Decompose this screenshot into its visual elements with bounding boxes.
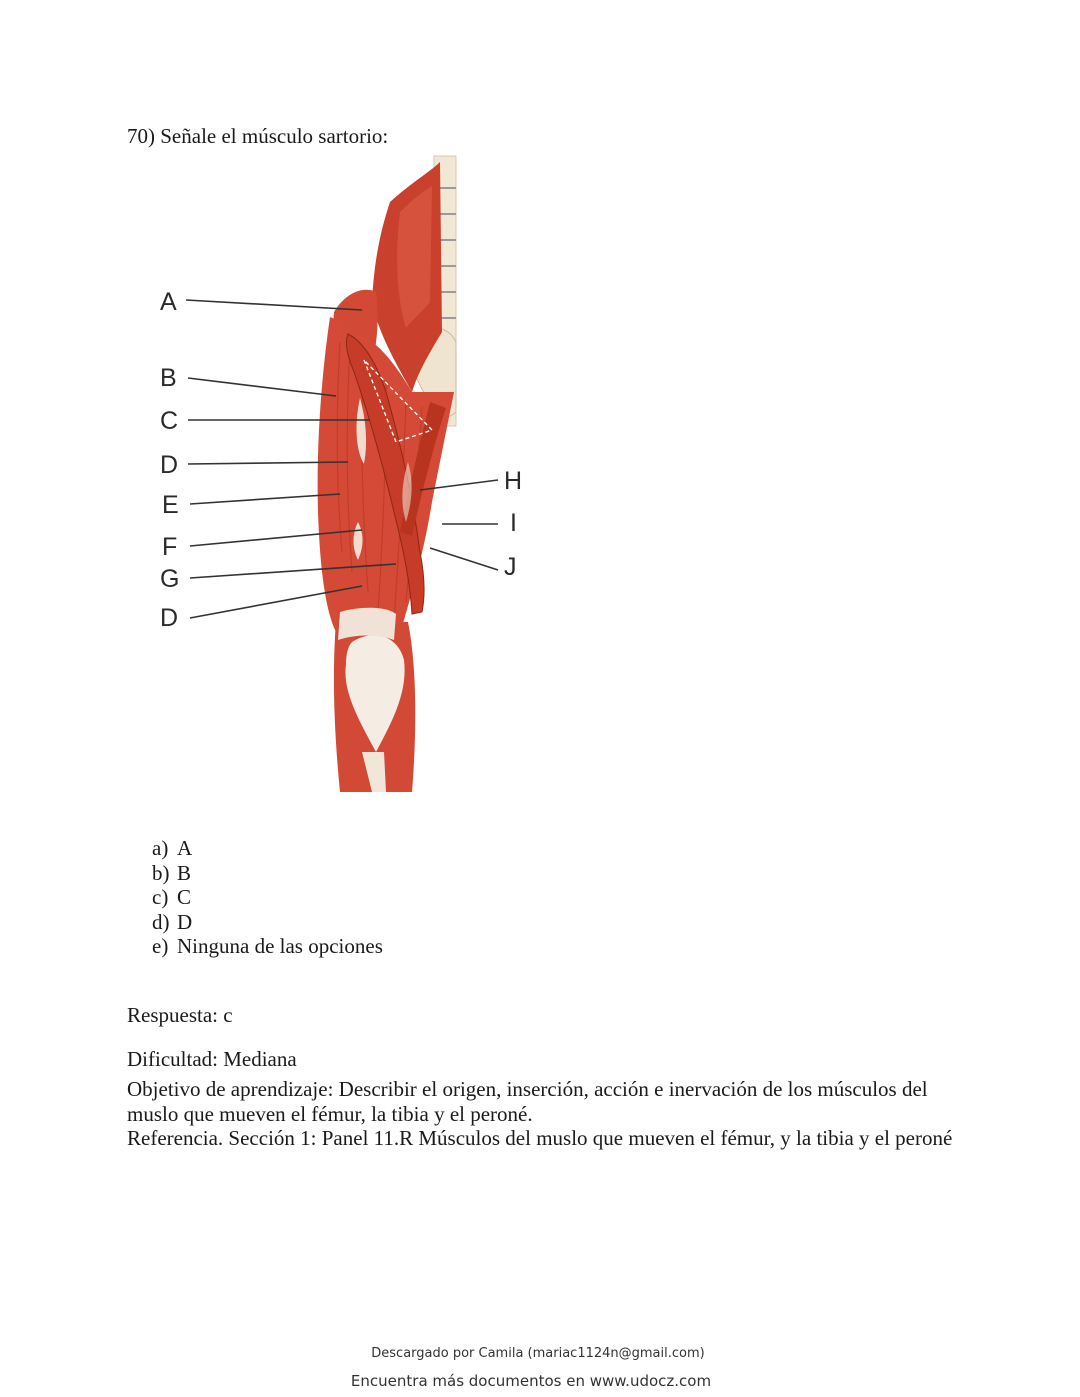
label-i: I <box>510 509 517 537</box>
label-e: E <box>162 491 179 519</box>
label-j: J <box>504 553 517 581</box>
footer-more-docs <box>0 1372 1062 1390</box>
answer-text: Respuesta: c <box>127 1003 233 1027</box>
label-g: G <box>160 565 180 593</box>
label-d: D <box>160 451 179 479</box>
label-d-lower: D <box>160 604 179 632</box>
thigh-muscles-figure <box>150 152 540 812</box>
footer-site-link[interactable]: www.udocz.com <box>589 1372 712 1390</box>
footer-more-text: Encuentra más documentos en <box>350 1372 585 1390</box>
question-text: 70) Señale el músculo sartorio: <box>127 124 389 148</box>
difficulty-text: Dificultad: Mediana <box>127 1047 297 1071</box>
option-a: a) A <box>152 836 193 860</box>
label-b: B <box>160 364 177 392</box>
learning-objective: Objetivo de aprendizaje: Describir el origen, inserción, acción e inervación de los músculos del muslo que mueven el fémur, la tibia y el peroné. <box>127 1077 928 1126</box>
reference-text: Referencia. Sección 1: Panel 11.R Músculos del muslo que mueven el fémur, y la tibia y el peroné <box>127 1126 953 1150</box>
option-d: d) D <box>152 909 193 934</box>
download-attribution: Descargado por Camila (mariac1124n@gmail.com) <box>371 1346 705 1361</box>
anatomy-illustration <box>150 152 540 812</box>
label-f: F <box>162 533 178 561</box>
option-c: c) C <box>152 885 192 909</box>
label-c: C <box>160 407 179 435</box>
option-e: e) Ninguna de las opciones <box>152 934 383 958</box>
label-h: H <box>504 467 523 495</box>
label-a: A <box>160 288 177 316</box>
option-b: b) B <box>152 860 192 885</box>
answer-options <box>152 836 383 959</box>
